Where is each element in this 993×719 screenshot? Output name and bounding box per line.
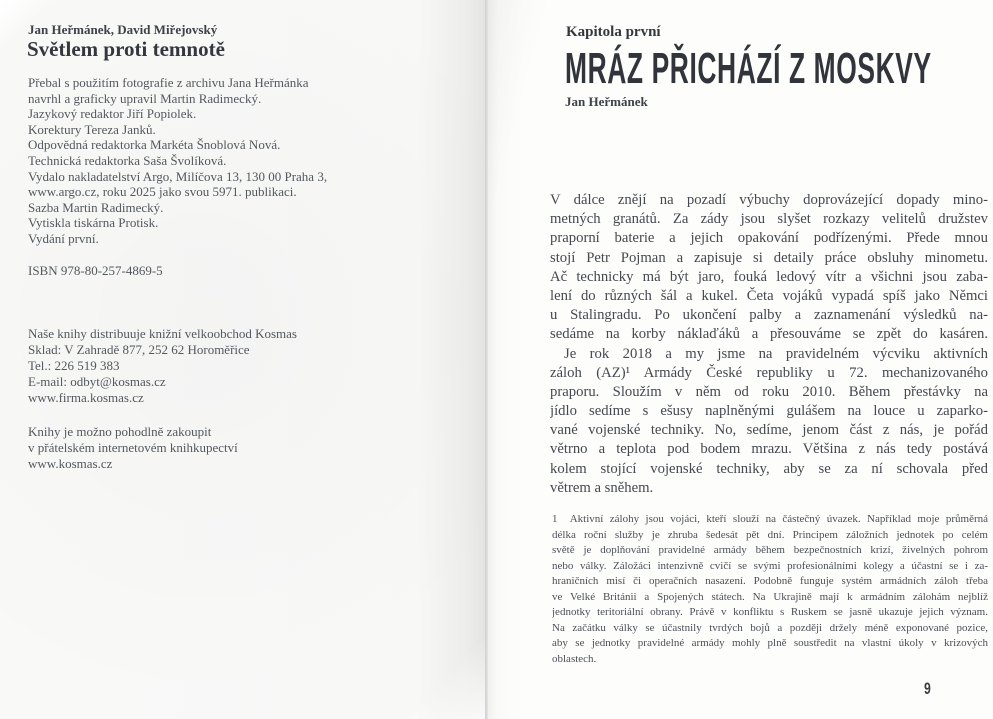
text-line: ve Velké Británii a Spojených státech. Na Ukrajině mají k armádním zálohám nejblíž [552,590,988,603]
page-number: 9 [924,679,931,698]
purchase-info-block [28,424,458,472]
text-line: Sazba Martin Radimecký. [28,199,164,215]
paragraph [550,191,988,345]
text-line: Sklad: V Zahradě 877, 252 62 Horoměřice [28,342,250,358]
text-line: Přebal s použitím fotografie z archivu Jana Heřmánka [28,75,309,90]
text-line: Vydání první. [28,230,99,246]
text-line: kolem stojící vojenské techniky, aby se za ní schovala před [550,460,988,477]
left-page [0,0,485,719]
text-line: větrno a teplota pod bodem mrazu. Většina z nás tedy postává [550,441,988,458]
chapter-title: MRÁZ PŘICHÁZÍ Z MOSKVY [565,44,932,93]
text-line: stojí Petr Pojman a zapisuje si detaily práce obsluhy minometu. [550,249,988,266]
paragraph [552,512,988,667]
text-line: praporní baterie a jejich opakování podřízenými. Přede mnou [550,230,988,247]
authors-line: Jan Heřmánek, David Miřejovský [28,22,218,37]
text-line: Na začátku války se účastnily tvrdých bojů a později držely méně exponované pozice, [552,621,988,634]
chapter-author: Jan Heřmánek [565,94,648,109]
text-line: u Stalingradu. Po ukončení palby a zaznamenání výsledků na- [550,307,988,324]
text-line: sedáme na korby náklaďáků a přesouváme se zpět do kasáren. [550,326,988,343]
text-line: oblastech. [552,652,597,665]
imprint-block [28,75,458,247]
book-title: Světlem proti temnotě [27,37,225,61]
text-line: Tel.: 226 519 383 [28,358,120,374]
text-line: navrhl a graficky upravil Martin Radimecký. [28,90,262,106]
text-line: metných granátů. Za zády jsou slyšet rozkazy velitelů družstev [550,211,988,228]
text-line: záloh (AZ)¹ Armády České republiky u 72. mechanizovaného [550,364,988,381]
right-page [488,0,993,719]
text-line: Naše knihy distribuuje knižní velkoobchod Kosmas [28,326,297,341]
text-line: 1 Aktivní zálohy jsou vojáci, kteří slouží na částečný úvazek. Například moje průměrná [552,513,988,525]
text-line: Je rok 2018 a my jsme na pravidelném výcviku aktivních [564,345,988,362]
text-line: Odpovědná redaktorka Markéta Šnoblová Nová. [28,137,281,153]
text-line: jednotky teritoriální obrany. Právě v konfliktu s Ruskem se jasně ukazuje jejich význam. [552,606,988,618]
text-line: světě je doplňování pravidelné armády během bezpečnostních krizí, živelných pohrom [552,544,988,556]
text-line: Jazykový redaktor Jiří Popiolek. [28,106,197,122]
text-line: E-mail: odbyt@kosmas.cz [28,374,166,390]
text-line: hraničních misí či operačních nasazení. Podobně funguje systém armádních záloh třeba [552,575,988,587]
chapter-body-text [550,191,988,498]
text-line: jídlo sedíme s ešusy naplněnými gulášem na louce u zaparko- [550,403,988,420]
footnote [552,512,988,667]
text-line: praporu. Sloužím v něm od roku 2010. Během přestávky na [550,383,988,400]
chapter-label: Kapitola první [566,24,661,40]
text-line: Vytiskla tiskárna Protisk. [28,215,159,231]
text-line: Vydalo nakladatelství Argo, Milíčova 13, 130 00 Praha 3, [28,168,328,184]
isbn-line: ISBN 978-80-257-4869-5 [28,263,163,278]
text-line: v přátelském internetovém knihkupectví [28,440,238,456]
text-line: www.firma.kosmas.cz [28,390,144,406]
text-line: www.argo.cz, roku 2025 jako svou 5971. publikaci. [28,184,297,200]
distribution-block [28,326,458,406]
paragraph [550,345,988,499]
text-line: nebo války. Záložáci intenzivně cvičí se svými profesionálními kolegy a účastní se i za- [552,559,988,572]
text-line: větrem a sněhem. [550,479,654,496]
text-line: Knihy je možno pohodlně zakoupit [28,424,212,439]
text-line: V dálce znějí na pozadí výbuchy doprovázející dopady mino- [550,192,988,208]
text-line: lení do různých šál a kukel. Četa vojáků vypadá spíš jako Němci [550,287,988,304]
text-line: aby se jednotky pravidelné armády mohly plně soustředit na vlastní úkoly v krizových [552,637,988,649]
text-line: Technická redaktorka Saša Švolíková. [28,152,227,168]
text-line: www.kosmas.cz [28,456,113,472]
text-line: vané vojenské techniky. No, sedíme, jenom část z nás, je pořád [550,422,988,439]
text-line: Ač technicky má být jaro, fouká ledový vítr a všichni jsou zaba- [550,268,988,285]
text-line: Korektury Tereza Janků. [28,121,156,137]
text-line: délka roční služby je zhruba šedesát pět dní. Principem záložních jednotek po celém [552,528,988,541]
